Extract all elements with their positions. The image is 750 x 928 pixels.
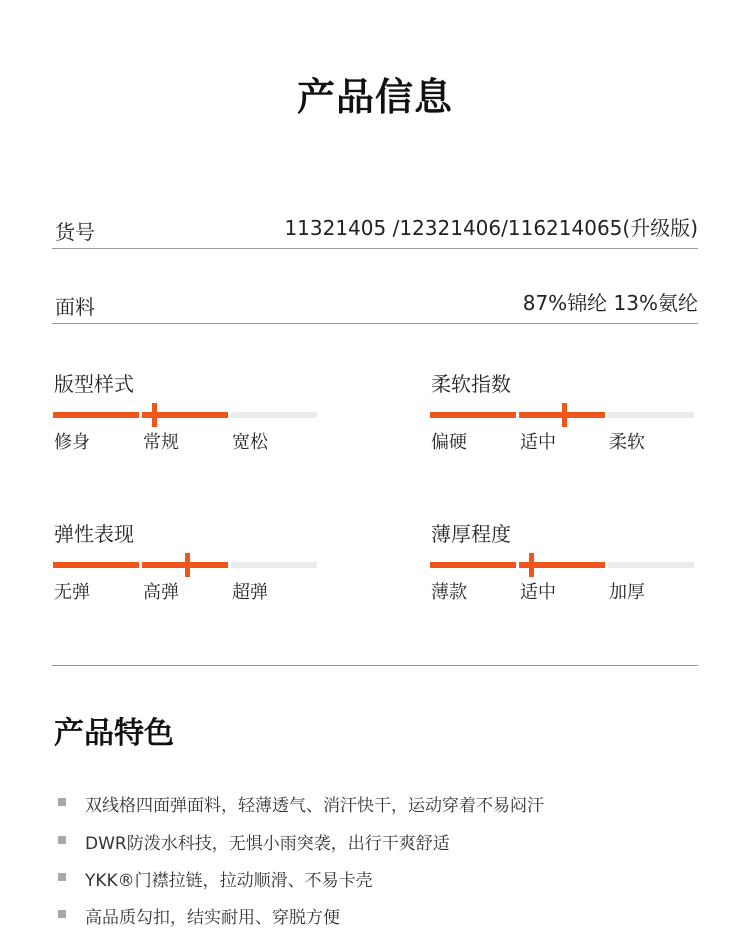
bullet-icon [58,836,66,844]
scale-segment [231,412,317,418]
rating-title-thickness: 薄厚程度 [431,522,511,546]
tick-label: 适中 [520,582,556,603]
feature-item: 高品质勾扣，结实耐用、穿脱方便 [85,908,340,928]
info-label-fabric: 面料 [55,295,95,319]
level-marker [152,403,157,427]
level-marker [529,553,534,577]
tick-label: 超弹 [232,582,268,603]
divider [52,248,698,249]
info-value-article-no: 11321405 /12321406/116214065(升级版) [284,216,698,240]
rating-scale-elasticity [53,562,321,568]
bullet-icon [58,798,66,806]
scale-segment [231,562,317,568]
info-value-fabric: 87%锦纶 13%氨纶 [522,291,698,315]
tick-label: 常规 [143,432,179,453]
tick-label: 适中 [520,432,556,453]
rating-title-elasticity: 弹性表现 [54,522,134,546]
tick-label: 偏硬 [431,432,467,453]
bullet-icon [58,910,66,918]
page-title: 产品信息 [296,75,453,119]
tick-label: 无弹 [54,582,90,603]
scale-segment [608,412,694,418]
rating-scale-thickness [430,562,698,568]
tick-label: 柔软 [609,432,645,453]
tick-label: 薄款 [431,582,467,603]
scale-segment [53,562,139,568]
scale-segment [53,412,139,418]
feature-item: 双线格四面弹面料，轻薄透气、消汗快干，运动穿着不易闷汗 [85,796,544,816]
scale-segment [430,412,516,418]
bullet-icon [58,873,66,881]
rating-title-fit: 版型样式 [54,372,134,396]
rating-scale-fit [53,412,321,418]
rating-scale-softness [430,412,698,418]
scale-segment [608,562,694,568]
scale-segment [430,562,516,568]
divider [52,665,698,666]
level-marker [185,553,190,577]
feature-item: DWR防泼水科技，无惧小雨突袭，出行干爽舒适 [85,834,450,854]
rating-title-softness: 柔软指数 [431,372,511,396]
tick-label: 修身 [54,432,90,453]
features-title: 产品特色 [54,716,174,751]
divider [52,323,698,324]
feature-item: YKK®门襟拉链，拉动顺滑、不易卡壳 [85,871,373,891]
level-marker [562,403,567,427]
info-label-article-no: 货号 [55,220,95,244]
tick-label: 宽松 [232,432,268,453]
tick-label: 高弹 [143,582,179,603]
tick-label: 加厚 [609,582,645,603]
